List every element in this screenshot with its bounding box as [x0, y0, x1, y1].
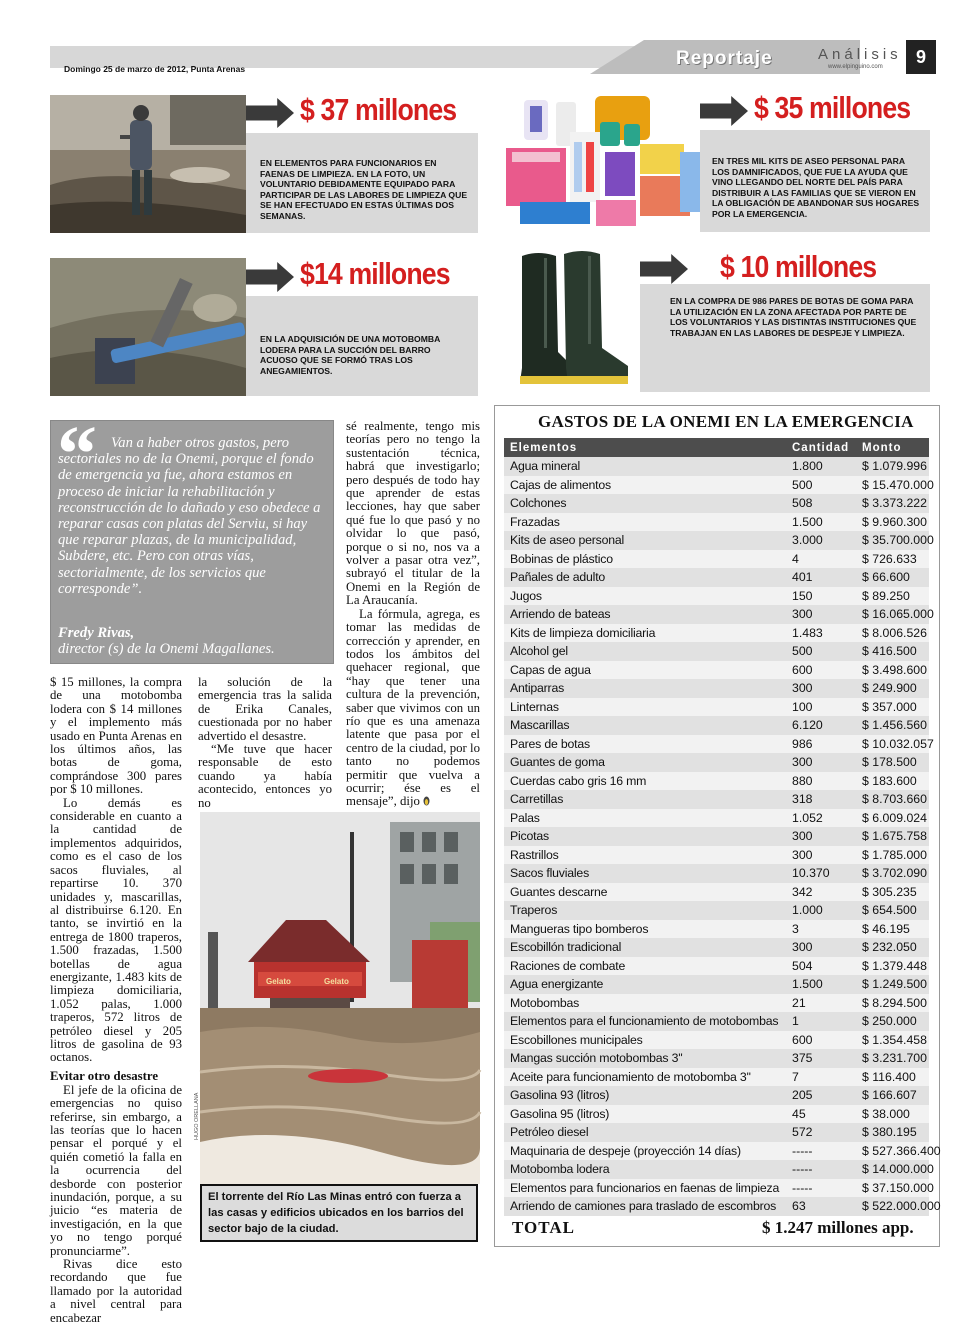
cell-cantidad: 500 [786, 642, 856, 661]
article-paragraph: El jefe de la oficina de emergencias no quiso referirse, sin embargo, a las teorías que lo hacen pensar el porqué y el quién cometió la falla en la ocurrencia del desborde con posterior inundación, porque, a su juicio “es materia de investigación, en la que yo no tengo porqué pronunciarme”. [50, 1082, 182, 1258]
table-row [504, 975, 929, 994]
column-header-monto: Monto [856, 438, 929, 457]
table-title: GASTOS DE LA ONEMI EN LA EMERGENCIA [538, 412, 914, 431]
photo-mud-pump [50, 258, 246, 396]
cell-elemento: Pañales de adulto [504, 568, 786, 587]
table-row [504, 827, 929, 846]
cell-cantidad: ----- [786, 1142, 856, 1161]
brand-url: www.elpinguino.com [828, 64, 883, 70]
cell-cantidad: 401 [786, 568, 856, 587]
cell-elemento: Guantes de goma [504, 753, 786, 772]
cell-elemento: Arriendo de camiones para traslado de escombros [504, 1197, 786, 1216]
table-row [504, 624, 929, 643]
cell-elemento: Aceite para funcionamiento de motobomba 3'' [504, 1068, 786, 1087]
cell-elemento: Picotas [504, 827, 786, 846]
table-row [504, 957, 929, 976]
cell-cantidad: 504 [786, 957, 856, 976]
callout-amount-1: $ 37 millones [300, 92, 457, 127]
cell-monto: $ 3.231.700 [856, 1049, 929, 1068]
total-label: TOTAL [512, 1218, 575, 1237]
cell-cantidad: 300 [786, 605, 856, 624]
cell-elemento: Cajas de alimentos [504, 476, 786, 495]
cell-cantidad: 600 [786, 1031, 856, 1050]
cell-cantidad: 1.483 [786, 624, 856, 643]
column-header-elementos: Elementos [504, 438, 786, 457]
cell-elemento: Raciones de combate [504, 957, 786, 976]
quote-attribution [58, 625, 275, 658]
cell-monto: $ 1.354.458 [856, 1031, 929, 1050]
table-row [504, 920, 929, 939]
cell-cantidad: 572 [786, 1123, 856, 1142]
cell-monto: $ 89.250 [856, 587, 929, 606]
cell-monto: $ 305.235 [856, 883, 929, 902]
table-row [504, 1049, 929, 1068]
table-row [504, 587, 929, 606]
cell-elemento: Sacos fluviales [504, 864, 786, 883]
cell-cantidad: 375 [786, 1049, 856, 1068]
cell-elemento: Traperos [504, 901, 786, 920]
photo-hygiene-kits [500, 92, 700, 232]
cell-elemento: Kits de limpieza domiciliaria [504, 624, 786, 643]
cell-monto: $ 8.006.526 [856, 624, 929, 643]
cell-monto: $ 6.009.024 [856, 809, 929, 828]
table-row [504, 846, 929, 865]
cell-monto: $ 38.000 [856, 1105, 929, 1124]
cell-cantidad: 1.500 [786, 513, 856, 532]
cell-elemento: Gasolina 95 (litros) [504, 1105, 786, 1124]
cell-elemento: Elementos para funcionarios en faenas de limpieza [504, 1179, 786, 1198]
cell-cantidad: 300 [786, 753, 856, 772]
cell-elemento: Palas [504, 809, 786, 828]
article-paragraph: $ 15 millones, la compra de una motobomba lodera con $ 14 millones y el implemento más usado en Punta Arenas en los últimos años, las botas de goma, comprándose 300 pares por $ 10 millones. [50, 675, 182, 797]
cell-cantidad: 1 [786, 1012, 856, 1031]
photo-volunteer [50, 95, 246, 233]
cell-elemento: Frazadas [504, 513, 786, 532]
table-row [504, 1068, 929, 1087]
cell-elemento: Elementos para el funcionamiento de motobombas [504, 1012, 786, 1031]
article-paragraph: sé realmente, tengo mis teorías pero no tengo la sustentación técnica, habrá que investigarlo; pero después de todo hay que aprender de estas lecciones, hay que saber qué fue lo que pasó y no olvidar lo que pasó, porque o si no, nos va a volver a pasar otra vez”, subrayó el titular de la Onemi en la Región de La Araucanía. [346, 419, 480, 608]
cell-elemento: Rastrillos [504, 846, 786, 865]
table-row [504, 531, 929, 550]
cell-elemento: Agua mineral [504, 457, 786, 476]
sign-text-gelato: Gelato [266, 977, 291, 986]
cell-monto: $ 726.633 [856, 550, 929, 569]
article-paragraph: “Me tuve que hacer responsable de esto cuando ya había acontecido, entonces yo no [198, 742, 332, 810]
quote-mark-icon: “ [57, 411, 97, 499]
table-row [504, 772, 929, 791]
table-row [504, 809, 929, 828]
page-number: 9 [906, 40, 936, 74]
cell-cantidad: 300 [786, 846, 856, 865]
cell-cantidad: 508 [786, 494, 856, 513]
table-row [504, 1142, 929, 1161]
photo-rubber-boots [510, 248, 636, 394]
table-row [504, 1160, 929, 1179]
cell-elemento: Bobinas de plástico [504, 550, 786, 569]
cell-cantidad: 318 [786, 790, 856, 809]
cell-monto: $ 178.500 [856, 753, 929, 772]
cell-cantidad: 63 [786, 1197, 856, 1216]
cell-elemento: Guantes descarne [504, 883, 786, 902]
cell-monto: $ 357.000 [856, 698, 929, 717]
brand-logo: Análisis [818, 46, 902, 63]
cell-monto: $ 16.065.000 [856, 605, 929, 624]
callout-amount-2: $ 35 millones [754, 90, 911, 125]
cell-monto: $ 527.366.400 [856, 1142, 929, 1161]
cell-cantidad: 300 [786, 827, 856, 846]
cell-monto: $ 654.500 [856, 901, 929, 920]
cell-elemento: Jugos [504, 587, 786, 606]
table-row [504, 1086, 929, 1105]
cell-cantidad: 21 [786, 994, 856, 1013]
cell-elemento: Colchones [504, 494, 786, 513]
page-header [50, 40, 930, 74]
quote-author: Fredy Rivas, [58, 625, 135, 641]
arrow-icon [246, 98, 294, 128]
cell-cantidad: 342 [786, 883, 856, 902]
section-title: Reportaje [676, 48, 773, 69]
cell-monto: $ 35.700.000 [856, 531, 929, 550]
table-row [504, 901, 929, 920]
cell-elemento: Maquinaria de despeje (proyección 14 días) [504, 1142, 786, 1161]
cell-monto: $ 416.500 [856, 642, 929, 661]
table-row [504, 1179, 929, 1198]
callout-text-1: EN ELEMENTOS PARA FUNCIONARIOS EN FAENAS DE LIMPIEZA. EN LA FOTO, UN VOLUNTARIO DEBIDAMENTE EQUIPADO PARA PARTICIPAR DE LAS LABORES DE LIMPIEZA QUE SE HAN EFECTUADO EN ESTAS ÚLTIMAS DOS SEMANAS. [260, 158, 468, 221]
table-row [504, 938, 929, 957]
cell-elemento: Carretillas [504, 790, 786, 809]
table-row [504, 1123, 929, 1142]
cell-elemento: Kits de aseo personal [504, 531, 786, 550]
cell-cantidad: 3.000 [786, 531, 856, 550]
table-row [504, 679, 929, 698]
cell-monto: $ 1.079.996 [856, 457, 929, 476]
cell-monto: $ 8.703.660 [856, 790, 929, 809]
article-paragraph: Rivas dice esto recordando que fue llamado por la autoridad a nivel central para encabezar [50, 1257, 182, 1325]
table-row [504, 716, 929, 735]
cell-elemento: Capas de agua [504, 661, 786, 680]
total-value: $ 1.247 millones app. [762, 1218, 914, 1237]
table-row [504, 753, 929, 772]
column-header-cantidad: Cantidad [786, 438, 856, 457]
table-row [504, 735, 929, 754]
article-subhead: Evitar otro desastre [50, 1068, 159, 1083]
cell-monto: $ 1.379.448 [856, 957, 929, 976]
table-row [504, 1012, 929, 1031]
cell-elemento: Linternas [504, 698, 786, 717]
callout-amount-4: $ 10 millones [720, 249, 877, 284]
cell-elemento: Motobombas [504, 994, 786, 1013]
cell-monto: $ 15.470.000 [856, 476, 929, 495]
cell-cantidad: 7 [786, 1068, 856, 1087]
cell-cantidad: 6.120 [786, 716, 856, 735]
cell-monto: $ 8.294.500 [856, 994, 929, 1013]
cell-monto: $ 522.000.000 [856, 1197, 929, 1216]
cell-monto: $ 380.195 [856, 1123, 929, 1142]
cell-monto: $ 1.785.000 [856, 846, 929, 865]
arrow-icon [640, 254, 688, 284]
cell-monto: $ 37.150.000 [856, 1179, 929, 1198]
photo-caption: El torrente del Río Las Minas entró con fuerza a las casas y edificios ubicados en los barrios del sector bajo de la ciudad. [200, 1184, 478, 1242]
cell-elemento: Gasolina 93 (litros) [504, 1086, 786, 1105]
cell-cantidad: 205 [786, 1086, 856, 1105]
cell-monto: $ 250.000 [856, 1012, 929, 1031]
cell-elemento: Petróleo diesel [504, 1123, 786, 1142]
table-row [504, 864, 929, 883]
cell-monto: $ 249.900 [856, 679, 929, 698]
arrow-icon [246, 262, 294, 292]
table-row [504, 457, 929, 476]
callout-text-3: EN LA ADQUISICIÓN DE UNA MOTOBOMBA LODERA PARA LA SUCCIÓN DEL BARRO ACUOSO QUE SE FORMÓ TRAS LOS ANEGAMIENTOS. [260, 334, 440, 376]
expenses-table [504, 438, 941, 1216]
article-paragraph: Lo demás es considerable en cuanto a la cantidad de implementos adquiridos, como es el caso de los sacos fluviales, al repartirse 10. 370 unidades y, mascarillas, al distribuirse 6.120. En tanto, se invirtió en la entrega de 1800 traperos, 1.500 frazadas, 1.500 botellas de agua energizante, 1.483 kits de limpieza domiciliaria, 1.052 palas, 1.000 traperos, 572 litros de petróleo diesel y 205 litros de gasolina de 93 octanos. [50, 795, 182, 1065]
article-paragraph: la solución de la emergencia tras la salida de Erika Canales, cuestionada por no haber advertido el desastre. [198, 675, 332, 743]
cell-elemento: Motobomba lodera [504, 1160, 786, 1179]
cell-cantidad: 1.000 [786, 901, 856, 920]
article-column-2 [198, 676, 332, 810]
cell-cantidad: 500 [786, 476, 856, 495]
cell-monto: $ 1.249.500 [856, 975, 929, 994]
cell-elemento: Pares de botas [504, 735, 786, 754]
cell-cantidad: 1.500 [786, 975, 856, 994]
cell-cantidad: 1.052 [786, 809, 856, 828]
cell-cantidad: 300 [786, 679, 856, 698]
cell-monto: $ 183.600 [856, 772, 929, 791]
end-mark-icon [423, 796, 430, 806]
cell-cantidad: 1.800 [786, 457, 856, 476]
article-column-1 [50, 676, 182, 1325]
cell-cantidad: 880 [786, 772, 856, 791]
cell-elemento: Antiparras [504, 679, 786, 698]
table-row [504, 513, 929, 532]
cell-cantidad: ----- [786, 1160, 856, 1179]
cell-monto: $ 1.675.758 [856, 827, 929, 846]
photo-flood [200, 812, 480, 1184]
table-row [504, 698, 929, 717]
cell-monto: $ 14.000.000 [856, 1160, 929, 1179]
callout-amount-3: $14 millones [300, 256, 450, 291]
table-row [504, 994, 929, 1013]
cell-elemento: Mangas succión motobombas 3'' [504, 1049, 786, 1068]
table-row [504, 1031, 929, 1050]
cell-monto: $ 10.032.057 [856, 735, 929, 754]
table-row [504, 642, 929, 661]
cell-elemento: Agua energizante [504, 975, 786, 994]
cell-elemento: Escobillón tradicional [504, 938, 786, 957]
cell-monto: $ 46.195 [856, 920, 929, 939]
table-row [504, 476, 929, 495]
pull-quote [50, 411, 334, 664]
cell-cantidad: 10.370 [786, 864, 856, 883]
cell-cantidad: 100 [786, 698, 856, 717]
cell-monto: $ 66.600 [856, 568, 929, 587]
cell-cantidad: 150 [786, 587, 856, 606]
table-row [504, 661, 929, 680]
cell-cantidad: 600 [786, 661, 856, 680]
cell-monto: $ 3.498.600 [856, 661, 929, 680]
table-row [504, 605, 929, 624]
cell-elemento: Alcohol gel [504, 642, 786, 661]
cell-cantidad: 300 [786, 938, 856, 957]
cell-elemento: Arriendo de bateas [504, 605, 786, 624]
cell-monto: $ 1.456.560 [856, 716, 929, 735]
issue-date: Domingo 25 de marzo de 2012, Punta Arenas [64, 64, 246, 74]
cell-monto: $ 3.373.222 [856, 494, 929, 513]
table-header-row [504, 438, 929, 457]
article-paragraph: La fórmula, agrega, es tomar las medidas de corrección y aprender, en todos los ámbitos del quehacer regional, que “hay que tener una cultura de la prevención, saber que vivimos con un río que es una amenaza latente que pasa por el centro de la ciudad, por lo tanto no podemos permitir que vuelva a ocurrir; ése es el mensaje”, dijo [346, 606, 480, 809]
arrow-icon [700, 96, 748, 126]
cell-elemento: Escobillones municipales [504, 1031, 786, 1050]
cell-cantidad: 986 [786, 735, 856, 754]
table-row [504, 494, 929, 513]
cell-monto: $ 166.607 [856, 1086, 929, 1105]
callout-text-2: EN TRES MIL KITS DE ASEO PERSONAL PARA LOS DAMNIFICADOS, QUE FUE LA AYUDA QUE VINO LLEGANDO DEL NORTE DEL PAÍS PARA DISTRIBUIR A LAS FAMILIAS QUE SE VIERON EN LA OBLIGACIÓN DE ABANDONAR SUS HOGARES POR LA EMERGENCIA. [712, 156, 920, 219]
table-row [504, 1197, 929, 1216]
cell-monto: $ 3.702.090 [856, 864, 929, 883]
table-row [504, 883, 929, 902]
cell-cantidad: 3 [786, 920, 856, 939]
table-row [504, 1105, 929, 1124]
callout-text-4: EN LA COMPRA DE 986 PARES DE BOTAS DE GOMA PARA LA UTILIZACIÓN EN LA ZONA AFECTADA POR PARTE DE LOS VOLUNTARIOS Y LAS DISTINTAS INSTITUCIONES QUE TRABAJAN EN LAS LABORES DE DESPEJE Y LIMPIEZA. [670, 296, 917, 338]
cell-monto: $ 232.050 [856, 938, 929, 957]
cell-elemento: Mangueras tipo bomberos [504, 920, 786, 939]
cell-monto: $ 9.960.300 [856, 513, 929, 532]
table-row [504, 568, 929, 587]
cell-elemento: Cuerdas cabo gris 16 mm [504, 772, 786, 791]
sign-text-gelato: Gelato [324, 977, 349, 986]
cell-elemento: Mascarillas [504, 716, 786, 735]
article-column-3 [346, 420, 480, 809]
table-row [504, 550, 929, 569]
cell-cantidad: ----- [786, 1179, 856, 1198]
photo-credit: HUGO ORELLANA [194, 1092, 200, 1140]
cell-monto: $ 116.400 [856, 1068, 929, 1087]
cell-cantidad: 45 [786, 1105, 856, 1124]
quote-role: director (s) de la Onemi Magallanes. [58, 641, 275, 658]
cell-cantidad: 4 [786, 550, 856, 569]
table-row [504, 790, 929, 809]
quote-text: Van a haber otros gastos, pero sectoriales no de la Onemi, porque el fondo de emergencia ya fue, ahora estamos en proceso de iniciar la rehabilitación y reconstrucción de lo dañado y eso obedece a reparar casas con platas del Serviu, si hay que reparar plazas, de la municipalidad, Subdere, etc. Pero con otras vías, sectorialmente, de los servicios que corresponde”. [58, 435, 321, 597]
